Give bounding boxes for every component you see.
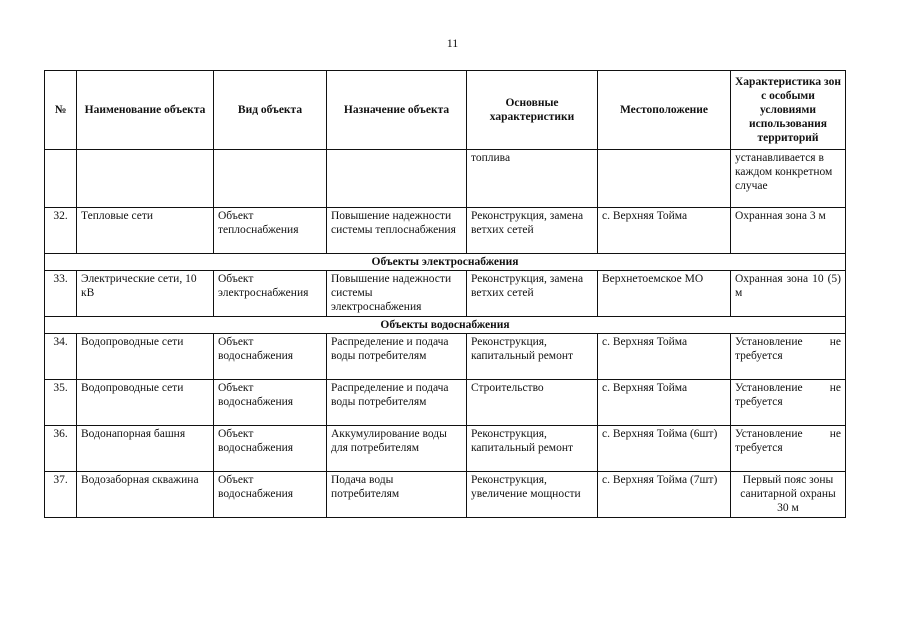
header-location: Местоположение (598, 71, 731, 150)
table-row (45, 426, 846, 472)
section-heading-row (45, 317, 846, 334)
cell-number: 36. (45, 426, 77, 472)
cell-number: 34. (45, 334, 77, 380)
table-row (45, 150, 846, 208)
cell-name: Водозаборная скважина (77, 472, 214, 518)
header-characteristics: Основные характеристики (467, 71, 598, 150)
cell-location (598, 150, 731, 208)
cell-purpose (327, 150, 467, 208)
table-row (45, 380, 846, 426)
cell-zone: Установление не требуется (731, 380, 846, 426)
table-row (45, 271, 846, 317)
cell-number (45, 150, 77, 208)
section-heading-water: Объекты водоснабжения (45, 317, 846, 334)
cell-type: Объект водоснабжения (214, 380, 327, 426)
cell-zone: Первый пояс зоны санитарной охраны 30 м (731, 472, 846, 518)
cell-name (77, 150, 214, 208)
page-number: 11 (446, 36, 459, 50)
cell-purpose: Повышение надежности системы электроснабжения (327, 271, 467, 317)
cell-location: с. Верхняя Тойма (6шт) (598, 426, 731, 472)
cell-characteristics: Реконструкция, замена ветхих сетей (467, 208, 598, 254)
cell-zone: Охранная зона 10 (5) м (731, 271, 846, 317)
cell-name: Водопроводные сети (77, 334, 214, 380)
cell-purpose: Распределение и подача воды потребителям (327, 380, 467, 426)
cell-type: Объект теплоснабжения (214, 208, 327, 254)
cell-location: с. Верхняя Тойма (7шт) (598, 472, 731, 518)
header-name: Наименование объекта (77, 71, 214, 150)
cell-characteristics: Реконструкция, капитальный ремонт (467, 426, 598, 472)
cell-number: 37. (45, 472, 77, 518)
cell-purpose: Повышение надежности системы теплоснабжения (327, 208, 467, 254)
header-number: № (45, 71, 77, 150)
cell-number: 35. (45, 380, 77, 426)
cell-characteristics: Реконструкция, увеличение мощности (467, 472, 598, 518)
header-zone: Характеристика зон с особыми условиями использования территорий (731, 71, 846, 150)
cell-characteristics: Реконструкция, капитальный ремонт (467, 334, 598, 380)
cell-number: 33. (45, 271, 77, 317)
cell-zone: Охранная зона 3 м (731, 208, 846, 254)
cell-type (214, 150, 327, 208)
table-row (45, 334, 846, 380)
cell-purpose: Распределение и подача воды потребителям (327, 334, 467, 380)
cell-name: Водонапорная башня (77, 426, 214, 472)
header-purpose: Назначение объекта (327, 71, 467, 150)
table-row (45, 472, 846, 518)
cell-type: Объект водоснабжения (214, 334, 327, 380)
cell-characteristics: топлива (467, 150, 598, 208)
cell-number: 32. (45, 208, 77, 254)
cell-name: Электрические сети, 10 кВ (77, 271, 214, 317)
cell-type: Объект водоснабжения (214, 472, 327, 518)
cell-characteristics: Реконструкция, замена ветхих сетей (467, 271, 598, 317)
cell-location: с. Верхняя Тойма (598, 208, 731, 254)
objects-table (44, 70, 846, 518)
section-heading-electric: Объекты электроснабжения (45, 254, 846, 271)
table-row (45, 208, 846, 254)
header-type: Вид объекта (214, 71, 327, 150)
cell-location: с. Верхняя Тойма (598, 380, 731, 426)
cell-zone: Установление не требуется (731, 334, 846, 380)
cell-zone: устанавливается в каждом конкретном случае (731, 150, 846, 208)
cell-type: Объект электроснабжения (214, 271, 327, 317)
cell-name: Водопроводные сети (77, 380, 214, 426)
cell-location: с. Верхняя Тойма (598, 334, 731, 380)
header-row (45, 71, 846, 150)
section-heading-row (45, 254, 846, 271)
cell-name: Тепловые сети (77, 208, 214, 254)
cell-purpose: Подача воды потребителям (327, 472, 467, 518)
cell-characteristics: Строительство (467, 380, 598, 426)
cell-purpose: Аккумулирование воды для потребителям (327, 426, 467, 472)
cell-location: Верхнетоемское МО (598, 271, 731, 317)
cell-zone: Установление не требуется (731, 426, 846, 472)
cell-type: Объект водоснабжения (214, 426, 327, 472)
